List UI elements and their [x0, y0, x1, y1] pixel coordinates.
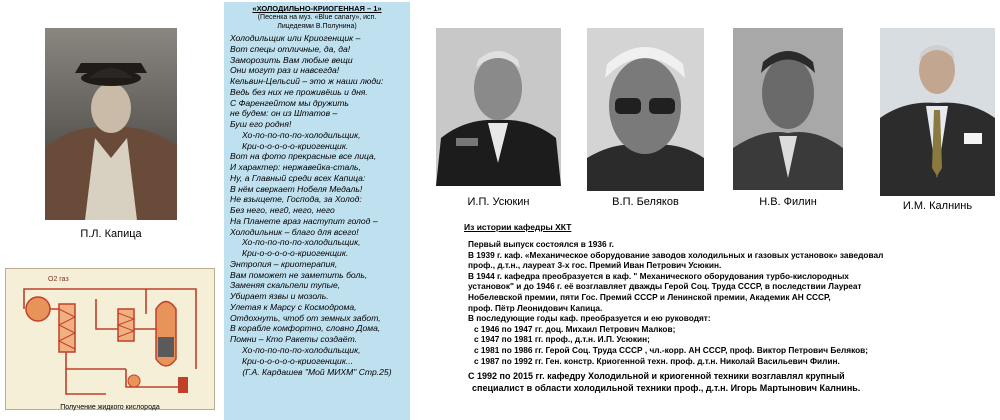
portrait-photo-usyukin [436, 28, 561, 186]
oxygen-diagram [5, 268, 215, 410]
song-line: Они могут раз и навсегда! [230, 65, 340, 76]
caption-diagram: Получение жидкого кислорода [60, 404, 160, 411]
song-line: Кри-о-о-о-о-о-криогенщик... [242, 355, 354, 366]
song-lines [224, 33, 410, 366]
song-subtitle-2: Лицедеями В.Полунина) [277, 23, 357, 30]
song-line: Вам поможет не заметить боль, [230, 269, 368, 280]
song-line: Холодильник – благо для всего! [230, 226, 359, 237]
song-line: Хо-по-по-по-по-холодильщик, [242, 129, 361, 140]
history-line: установок" и до 1946 г. её возглавляет дважды Герой Соц. Труда СССР, в последствии Лауреат [468, 281, 862, 292]
song-line: Кри-о-о-о-о-о-криогенщик. [242, 248, 349, 258]
history-paragraphs [468, 239, 993, 366]
song-line: В корабле комфортно, словно Дома, [230, 323, 381, 334]
history-line: В 1944 г. кафедра преобразуется в каф. " Механического оборудования турбо-кислородных [468, 270, 849, 281]
song-line: Хо-по-по-по-по-холодильщик, [242, 237, 361, 248]
song-line: Не взыщете, Господа, за Холод: [230, 194, 362, 205]
history-line: с 1987 по 1992 гг. Ген. констр. Криогенной техн. проф. д.т.н. Николай Васильевич Филин. [474, 355, 840, 366]
song-line: С Фаренгейтом мы дружить [230, 97, 349, 108]
song-line: И характер: нержавейка-сталь, [230, 162, 361, 172]
song-line: Ведь без них не проживёшь и дня. [230, 86, 368, 97]
caption-kalnin: И.М. Калнинь [902, 200, 973, 212]
song-citation: (Г.А. Кардашев "Мой МИХМ" Стр.25) [242, 367, 392, 378]
song-line: Без него, нег0, него, него [230, 205, 335, 215]
history-line: проф., д.т.н., лауреат 3-х гос. Премий Иван Петрович Усюкин. [468, 260, 722, 271]
song-line: Буш его родня! [230, 119, 292, 129]
history-heading: Из истории кафедры ХКТ [464, 222, 572, 232]
caption-belyakov: В.П. Беляков [612, 196, 679, 208]
song-line: На Планете враз наступит голод – [230, 215, 378, 226]
portrait-photo-kapitsa [45, 28, 177, 220]
song-line: Помни – Кто Ракеты создаёт. [230, 334, 358, 344]
song-line: Ну, а Главный среди всех Капица: [230, 172, 366, 183]
song-line: Хо-по-по-по-по-холодильщик, [242, 344, 361, 355]
history-line: с 1981 по 1986 гг. Герой Соц. Труда СССР , чл.-корр. АН СССР, проф. Виктор Петрович Беляков; [474, 344, 869, 355]
history-line: В последующие годы каф. преобразуется и ею руководят: [468, 313, 711, 324]
portrait-photo-belyakov [587, 28, 704, 191]
portrait-photo-kalnin [880, 28, 995, 196]
song-line: Отдохнуть, чтоб от земных забот, [230, 312, 381, 323]
song-line: Холодильщик или Криогенщик – [230, 33, 361, 43]
filin-image [733, 28, 843, 190]
history-closing-2: специалист в области холодильной техники проф., д.т.н. Игорь Мартынович Калнинь. [472, 383, 861, 394]
process-diagram-svg [6, 269, 214, 409]
history-closing-1: С 1992 по 2015 гг. кафедру Холодильной и криогенной техники возглавлял крупный [468, 371, 845, 382]
portrait-photo-filin [733, 28, 843, 190]
caption-kapitsa: П.Л. Капица [80, 228, 142, 240]
history-line: Первый выпуск состоялся в 1936 г. [468, 239, 614, 249]
diagram-label-o2: O2 газ [48, 276, 69, 283]
history-line: с 1947 по 1981 гг. проф., д.т.н. И.П. Усюкин; [474, 334, 650, 345]
caption-usyukin: И.П. Усюкин [467, 196, 530, 208]
song-line: Вот спецы отличные, да, да! [230, 43, 351, 54]
song-line: не будем: он из Штатов – [230, 108, 338, 119]
song-panel [224, 2, 410, 420]
history-block [468, 239, 993, 394]
song-title: «ХОЛОДИЛЬНО-КРИОГЕННАЯ – 1» [252, 4, 382, 13]
song-line: Энтропия – криотерапия, [230, 258, 338, 269]
song-line: Улетая к Марсу с Космодрома, [230, 301, 357, 312]
song-line: Заморозить Вам любые вещи [230, 54, 353, 65]
song-subtitle-1: (Песенка на муз. «Blue canary», исп. [257, 14, 377, 21]
history-line: В 1939 г. каф. «Механическое оборудование заводов холодильных и газовых установок» заведовал [468, 249, 884, 260]
caption-filin: Н.В. Филин [759, 196, 817, 208]
song-line: Кри-о-о-о-о-о-криогенщик. [242, 140, 349, 151]
usyukin-image [436, 28, 561, 186]
song-line: В нём сверкает Нобеля Медаль! [230, 183, 363, 194]
history-line: проф. Пётр Леонидович Капица. [468, 302, 603, 313]
history-line: с 1946 по 1947 гг. доц. Михаил Петрович Малков; [474, 323, 676, 334]
history-line: Нобелевской премии, пяти Гос. Премий СССР и Ленинской премии, Академик АН СССР, [468, 291, 831, 302]
song-line: Вот на фото прекрасные все лица, [230, 151, 377, 162]
song-line: Кельвин-Цельсий – это ж наши люди: [230, 76, 384, 86]
kalnin-image [880, 28, 995, 196]
belyakov-image [587, 28, 704, 191]
song-line: Убирает язвы и мозоль. [230, 291, 329, 301]
song-line: Заменяя скальпели тупые, [230, 280, 341, 291]
kapitsa-image [45, 28, 177, 220]
